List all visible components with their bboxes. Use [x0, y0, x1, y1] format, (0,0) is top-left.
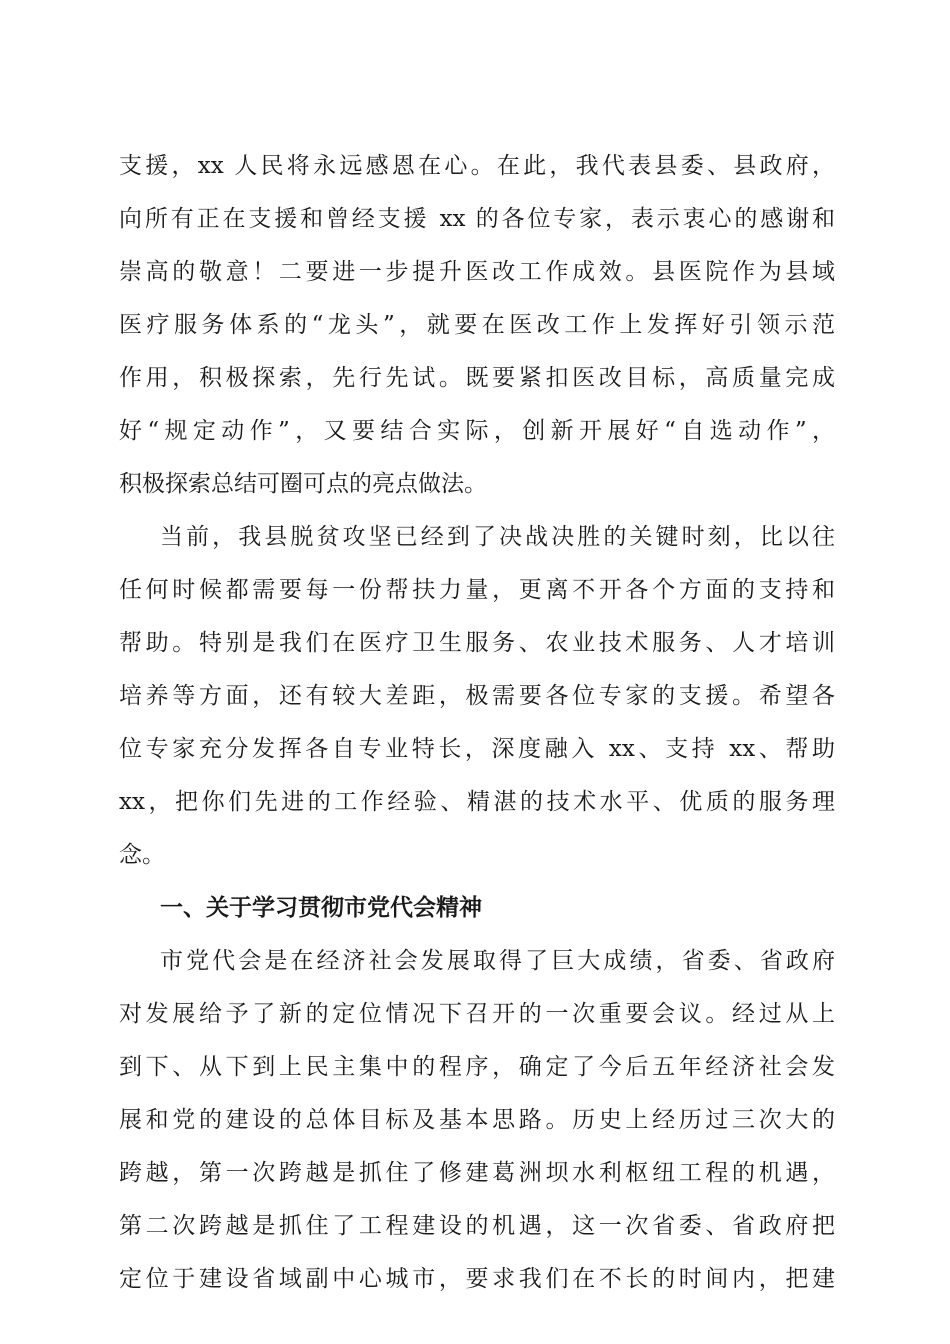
text-line: 到下、从下到上民主集中的程序，确定了今后五年经济社会发 [119, 1054, 835, 1080]
text-line: 第二次跨越是抓住了工程建设的机遇，这一次省委、省政府把 [119, 1213, 835, 1239]
text-line: 培养等方面，还有较大差距，极需要各位专家的支援。希望各 [119, 683, 835, 709]
text-line: 任何时候都需要每一份帮扶力量，更离不开各个方面的支持和 [119, 577, 835, 603]
text-line: 崇高的敬意！二要进一步提升医改工作成效。县医院作为县域 [119, 259, 835, 285]
text-line: 积极探索总结可圈可点的亮点做法。 [119, 471, 487, 497]
text-line: 作用，积极探索，先行先试。既要紧扣医改目标，高质量完成 [119, 365, 835, 391]
text-line: 当前，我县脱贫攻坚已经到了决战决胜的关键时刻，比以往 [160, 524, 835, 550]
text-line: 帮助。特别是我们在医疗卫生服务、农业技术服务、人才培训 [119, 630, 835, 656]
text-line: 好“规定动作”，又要结合实际，创新开展好“自选动作”， [119, 418, 835, 444]
paragraph [119, 935, 835, 1306]
text-line: xx，把你们先进的工作经验、精湛的技术水平、优质的服务理 [119, 789, 835, 815]
text-line: 跨越，第一次跨越是抓住了修建葛洲坝水利枢纽工程的机遇， [119, 1160, 835, 1186]
text-line: 定位于建设省域副中心城市，要求我们在不长的时间内，把建 [119, 1266, 835, 1292]
section-heading: 一、关于学习贯彻市党代会精神 [160, 895, 482, 921]
text-line: 展和党的建设的总体目标及基本思路。历史上经历过三次大的 [119, 1107, 835, 1133]
text-line: 医疗服务体系的“龙头”，就要在医改工作上发挥好引领示范 [119, 312, 835, 338]
text-line: 向所有正在支援和曾经支援 xx 的各位专家，表示衷心的感谢和 [119, 206, 835, 232]
paragraph [119, 140, 835, 511]
text-line: 位专家充分发挥各自专业特长，深度融入 xx、支持 xx、帮助 [119, 736, 835, 762]
document-body [119, 140, 835, 1306]
text-line: 市党代会是在经济社会发展取得了巨大成绩，省委、省政府 [160, 948, 835, 974]
text-line: 支援，xx 人民将永远感恩在心。在此，我代表县委、县政府， [119, 153, 835, 179]
paragraph [119, 511, 835, 882]
text-line: 念。 [119, 842, 165, 868]
text-line: 对发展给予了新的定位情况下召开的一次重要会议。经过从上 [119, 1001, 835, 1027]
